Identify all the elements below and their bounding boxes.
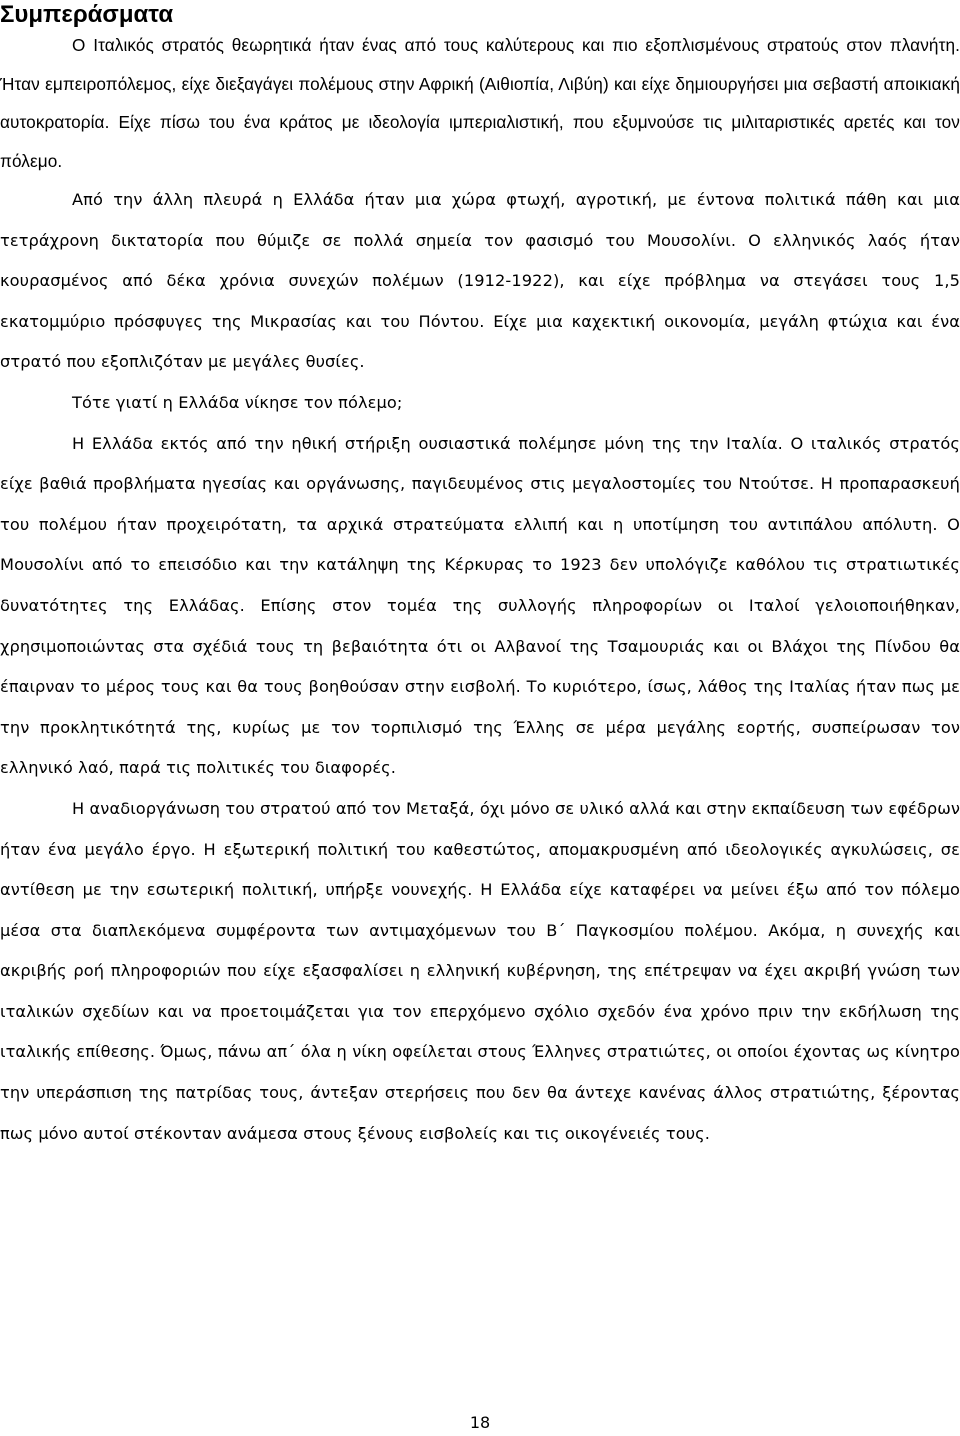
page-number: 18: [469, 1413, 491, 1432]
paragraph-question: Τότε γιατί η Ελλάδα νίκησε τον πόλεμο;: [72, 392, 403, 412]
section-heading: Συμπεράσματα: [0, 1, 174, 28]
paragraph-greek-victory: Η αναδιοργάνωση του στρατού από τον Μεταξά, όχι μόνο σε υλικό αλλά και στην εκπαίδευση των εφέδρων ήταν ένα μεγάλο έργο. Η εξωτερική πολιτική του καθεστώτος, απομακρυσμένη από ιδεολογικές αγκυλώσεις, σε αντίθεση με την εσωτερική πολιτική, υπήρξε νουνεχής. Η Ελλάδα είχε καταφέρει να μείνει έξω από τον πόλεμο μέσα στα διαπλεκόμενα συμφέροντα των αντιμαχόμενων του Β΄ Παγκοσμίου πολέμου. Ακόμα, η συνεχής και ακριβής ροή πληροφοριών που είχε εξασφαλίσει η ελληνική κυβέρνηση, της επέτρεψαν να έχει ακριβή γνώση των ιταλικών σχεδίων και να προετοιμάζεται για τον επερχόμενο σχόλιο σχεδόν ένα χρόνο πριν την εκδήλωση της ιταλικής επίθεσης. Όμως, πάνω απ΄ όλα η νίκη οφείλεται στους Έλληνες στρατιώτες, οι οποίοι έχοντας ως κίνητρο την υπεράσπιση της πατρίδας τους, άντεξαν στερήσεις που δεν θα άντεχε κανένας άλλος στρατιώτης, ξέροντας πως μόνο αυτοί στέκονταν ανάμεσα στους ξένους εισβολείς και τις οικογένειές τους.: [0, 798, 960, 1143]
paragraph-greece-situation: Από την άλλη πλευρά η Ελλάδα ήταν μια χώρα φτωχή, αγροτική, με έντονα πολιτικά πάθη και μια τετράχρονη δικτατορία που θύμιζε σε πολλά σημεία τον φασισμό του Μουσολίνι. Ο ελληνικός λαός ήταν κουρασμένος από δέκα χρόνια συνεχών πολέμων (1912-1922), και είχε πρόβλημα να στεγάσει τους 1,5 εκατομμύριο πρόσφυγες της Μικρασίας και του Πόντου. Είχε μια καχεκτική οικονομία, μεγάλη φτώχια και ένα στρατό που εξοπλιζόταν με μεγάλες θυσίες.: [0, 190, 960, 372]
body-text: [0, 26, 960, 1154]
paragraph-italian-army: Ο Ιταλικός στρατός θεωρητικά ήταν ένας από τους καλύτερους και πιο εξοπλισμένους στρατούς στον πλανήτη. Ήταν εμπειροπόλεμος, είχε διεξαγάγει πολέμους στην Αφρική (Αιθιοπία, Λιβύη) και είχε δημιουργήσει μια σεβαστή αποικιακή αυτοκρατορία. Είχε πίσω του ένα κράτος με ιδεολογία ιμπεριαλιστική, που εξυμνούσε τις μιλιταριστικές αρετές και τον πόλεμο.: [0, 35, 960, 171]
paragraph-italian-mistakes: Η Ελλάδα εκτός από την ηθική στήριξη ουσιαστικά πολέμησε μόνη της την Ιταλία. Ο ιταλικός στρατός είχε βαθιά προβλήματα ηγεσίας και οργάνωσης, παγιδευμένος στις μεγαλοστομίες του Ντούτσε. Η προπαρασκευή του πολέμου ήταν προχειρότατη, τα αρχικά στρατεύματα ελλιπή και η υποτίμηση του αντιπάλου απόλυτη. Ο Μουσολίνι από το επεισόδιο και την κατάληψη της Κέρκυρας το 1923 δεν υπολόγιζε καθόλου τις στρατιωτικές δυνατότητες της Ελλάδας. Επίσης στον τομέα της συλλογής πληροφορίων οι Ιταλοί γελοιοποιήθηκαν, χρησιμοποιώντας στα σχέδιά τους τη βεβαιότητα ότι οι Αλβανοί της Τσαμουριάς και οι Βλάχοι της Πίνδου θα έπαιρναν το μέρος τους και θα τους βοηθούσαν στην εισβολή. Το κυριότερο, ίσως, λάθος της Ιταλίας ήταν πως με την προκλητικότητά της, κυρίως με τον τορπιλισμό της Έλλης σε μέρα μεγάλης εορτής, συσπείρωσαν τον ελληνικό λαό, παρά τις πολιτικές του διαφορές.: [0, 433, 960, 778]
